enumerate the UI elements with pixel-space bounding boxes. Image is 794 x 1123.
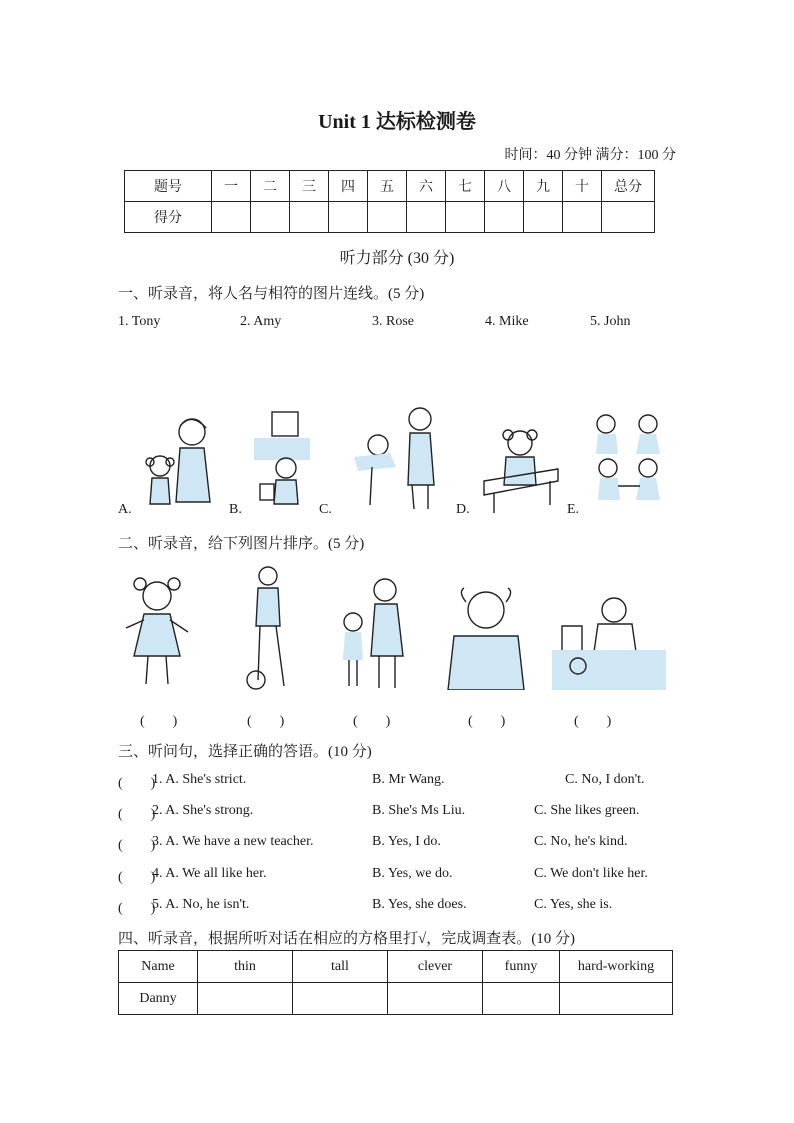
survey-header-cell: hard-working [560,951,673,983]
page-title: Unit 1 达标检测卷 [318,111,476,133]
exam-meta: 时间：40 分钟 满分：100 分 [504,148,676,163]
picture-boy-building [252,408,312,514]
picture-scientist-microscope [552,590,666,692]
picture-four-kids [592,410,672,514]
score-header-cell: 总分 [602,171,655,202]
score-cell[interactable] [212,202,251,233]
score-header-cell: 十 [563,171,602,202]
survey-check-cell[interactable] [560,983,673,1015]
score-cell[interactable] [602,202,655,233]
picture-boy-bowing-teacher [350,405,444,513]
picture-girl-desk [480,425,562,515]
score-header-cell: 三 [290,171,329,202]
score-header-cell: 七 [446,171,485,202]
listening-part-title: 听力部分 (30 分) [339,250,455,267]
survey-header-cell: thin [198,951,293,983]
picture-mother-daughter [140,412,220,514]
answer-bracket[interactable]: ( ) [118,807,156,822]
option-a: 4. A. We all like her. [152,866,267,881]
option-a: 2. A. She's strong. [152,803,254,818]
survey-check-cell[interactable] [483,983,560,1015]
section1-heading: 一、听录音，将人名与相符的图片连线。(5 分) [118,286,425,302]
option-c: C. No, he's kind. [534,834,628,849]
score-cell[interactable] [329,202,368,233]
survey-header-cell: funny [483,951,560,983]
name-item: 4. Mike [485,314,529,329]
answer-bracket[interactable]: ( ) [118,838,156,853]
option-b: B. Yes, we do. [372,866,453,881]
score-header-cell: 一 [212,171,251,202]
score-table [124,170,655,233]
option-b: B. Yes, I do. [372,834,441,849]
score-header-cell: 五 [368,171,407,202]
option-c: C. We don't like her. [534,866,648,881]
survey-row [119,983,673,1015]
picture-teacher-boy [335,576,411,692]
option-c: C. No, I don't. [565,772,645,787]
option-c: C. She likes green. [534,803,640,818]
order-blank[interactable]: ( ) [353,714,391,729]
survey-check-cell[interactable] [293,983,388,1015]
order-blank[interactable]: ( ) [247,714,285,729]
answer-bracket[interactable]: ( ) [118,870,156,885]
survey-check-cell[interactable] [388,983,483,1015]
section4-heading: 四、听录音，根据所听对话在相应的方格里打√，完成调查表。(10 分) [118,931,575,947]
option-a: 3. A. We have a new teacher. [152,834,314,849]
survey-table [118,950,673,1015]
order-blank[interactable]: ( ) [140,714,178,729]
score-header-cell: 九 [524,171,563,202]
picture-old-man [444,582,528,690]
score-row-label: 得分 [125,202,212,233]
score-cell[interactable] [368,202,407,233]
option-a: 5. A. No, he isn't. [152,897,250,912]
picture-letter: E. [567,502,580,517]
score-cell[interactable] [407,202,446,233]
answer-bracket[interactable]: ( ) [118,901,156,916]
order-blank[interactable]: ( ) [574,714,612,729]
score-header-cell: 二 [251,171,290,202]
option-c: C. Yes, she is. [534,897,613,912]
score-cell[interactable] [290,202,329,233]
option-b: B. Yes, she does. [372,897,467,912]
score-header-cell: 四 [329,171,368,202]
name-item: 5. John [590,314,631,329]
picture-man-football [238,566,298,692]
picture-letter: A. [118,502,132,517]
survey-header-cell: clever [388,951,483,983]
score-header-cell: 八 [485,171,524,202]
survey-header-cell: Name [119,951,198,983]
survey-check-cell[interactable] [198,983,293,1015]
picture-letter: C. [319,502,332,517]
survey-name-cell: Danny [119,983,198,1015]
name-item: 1. Tony [118,314,161,329]
option-a: 1. A. She's strict. [152,772,247,787]
option-b: B. She's Ms Liu. [372,803,466,818]
picture-letter: D. [456,502,470,517]
score-header-cell: 题号 [125,171,212,202]
option-b: B. Mr Wang. [372,772,445,787]
name-item: 3. Rose [372,314,414,329]
score-cell[interactable] [485,202,524,233]
picture-letter: B. [229,502,242,517]
survey-header-row [119,951,673,983]
score-cell[interactable] [524,202,563,233]
answer-bracket[interactable]: ( ) [118,776,156,791]
picture-girl-pigtails [122,572,192,690]
name-item: 2. Amy [240,314,282,329]
score-header-cell: 六 [407,171,446,202]
survey-header-cell: tall [293,951,388,983]
section3-heading: 三、听问句，选择正确的答语。(10 分) [118,744,372,760]
score-cell[interactable] [251,202,290,233]
score-value-row [125,202,655,233]
score-cell[interactable] [563,202,602,233]
section2-heading: 二、听录音，给下列图片排序。(5 分) [118,536,365,552]
score-header-row [125,171,655,202]
order-blank[interactable]: ( ) [468,714,506,729]
score-cell[interactable] [446,202,485,233]
